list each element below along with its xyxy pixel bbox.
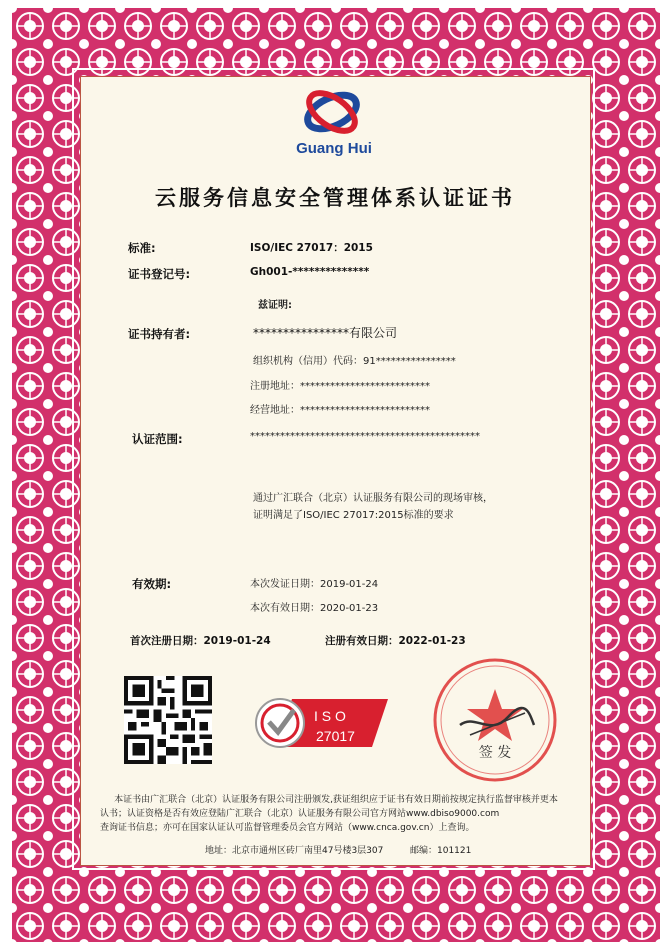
registration-value: Gh001-**************: [250, 266, 370, 278]
valid-date: 本次有效日期：2020-01-23: [250, 603, 379, 614]
first-registration-date: 首次注册日期：2019-01-24: [130, 635, 271, 647]
business-address: 经营地址：**************************: [250, 405, 430, 416]
registration-label: 证书登记号:: [128, 267, 191, 281]
scope-label: 认证范围:: [132, 432, 183, 446]
issue-date: 本次发证日期：2019-01-24: [250, 579, 379, 590]
footer-line-1: 本证书由广汇联合（北京）认证服务有限公司注册颁发,获证组织应于证书有效日期前按规定执行监督审核并更本: [114, 795, 558, 805]
certificate-title: 云服务信息安全管理体系认证证书: [155, 186, 515, 210]
certify-text: 兹证明:: [258, 300, 292, 311]
footer-line-3: 查询证书信息；亦可在国家认证认可监督管理委员会官方网站（www.cnca.gov.cn）上查询。: [100, 823, 475, 833]
registered-address: 注册地址：**************************: [250, 381, 430, 392]
holder-value: ****************有限公司: [253, 326, 398, 340]
footer-address: 地址：北京市通州区砖厂南里47号楼3层307: [205, 846, 384, 856]
footer-notes: [100, 793, 572, 835]
registration-valid-date: 注册有效日期：2022-01-23: [325, 635, 466, 647]
footer-postcode: 邮编：101121: [410, 846, 472, 856]
sign-text: 签 发: [478, 745, 512, 761]
iso-label: I S O: [314, 708, 346, 724]
standard-value: ISO/IEC 27017：2015: [250, 242, 373, 254]
validity-label: 有效期:: [132, 577, 172, 591]
footer-line-2: 认书；认证资格是否有效应登陆广汇联合（北京）认证服务有限公司官方网站www.dbiso9000.com: [100, 809, 500, 819]
iso-number: 27017: [316, 728, 355, 744]
guanghui-logo-icon: [300, 88, 364, 134]
qr-code-icon: [124, 676, 212, 764]
standard-label: 标准:: [128, 241, 156, 255]
brand-name: Guang Hui: [296, 140, 372, 157]
iso-27017-badge-icon: [252, 695, 392, 751]
statement-line-1: 通过广汇联合（北京）认证服务有限公司的现场审核，: [253, 493, 493, 504]
scope-value: **********************************************: [250, 431, 480, 442]
official-seal-icon: [430, 655, 560, 785]
statement-line-2: 证明满足了ISO/IEC 27017:2015标准的要求: [253, 510, 454, 521]
holder-label: 证书持有者:: [128, 327, 191, 341]
org-code: 组织机构（信用）代码：91****************: [253, 356, 456, 367]
